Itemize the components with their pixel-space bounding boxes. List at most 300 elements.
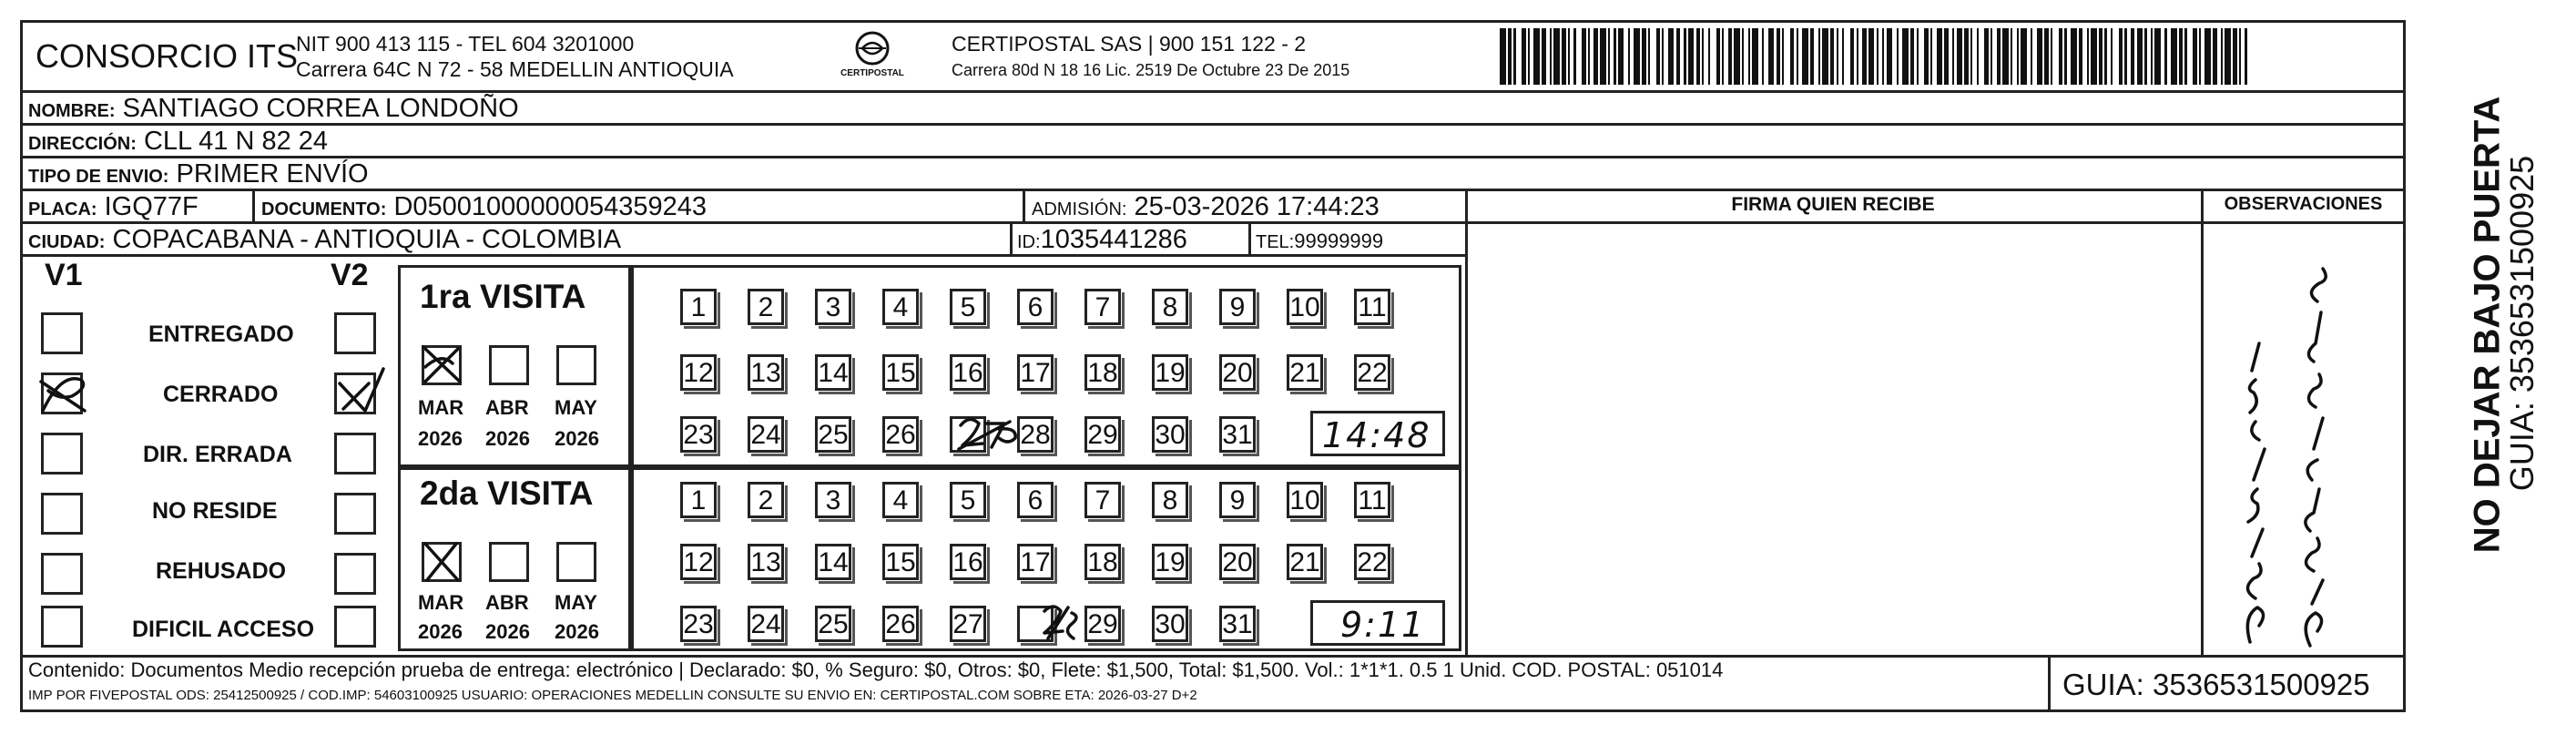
second-visit-day-label: 19 — [1155, 547, 1186, 577]
barcode-bar — [2239, 28, 2241, 85]
second-visit-day-box[interactable] — [1287, 544, 1323, 580]
second-visit-day-box[interactable] — [815, 544, 851, 580]
status-no-reside: NO RESIDE — [152, 498, 278, 524]
barcode-bar — [2221, 28, 2223, 85]
v1-checkbox-entregado[interactable] — [41, 312, 83, 354]
first-visit-day-box[interactable] — [815, 289, 851, 325]
signature-header: FIRMA QUIEN RECIBE — [1731, 194, 1935, 215]
first-visit-day-box[interactable] — [1287, 354, 1323, 391]
second-visit-day-label: 2 — [758, 485, 774, 515]
second-visit-day-box[interactable] — [748, 482, 784, 518]
second-visit-day-box[interactable] — [1084, 606, 1121, 642]
v1-header: V1 — [45, 258, 83, 292]
barcode-bar — [1528, 28, 1530, 85]
first-visit-year-may: 2026 — [555, 427, 599, 450]
second-visit-day-label: 25 — [818, 609, 849, 639]
barcode-bar — [2124, 28, 2126, 85]
barcode-bar — [1533, 28, 1540, 85]
first-visit-day-box[interactable] — [882, 416, 919, 453]
first-visit-day-label: 28 — [1020, 420, 1051, 450]
first-visit-month-box-may[interactable] — [556, 345, 596, 385]
barcode-bar — [2011, 28, 2012, 85]
barcode-bar — [1568, 28, 1570, 85]
first-visit-day-box[interactable] — [882, 289, 919, 325]
barcode-bar — [1508, 28, 1512, 85]
barcode-bar — [1997, 28, 2001, 85]
first-visit-day-box[interactable] — [680, 289, 717, 325]
second-visit-day-box[interactable] — [1219, 606, 1256, 642]
barcode-bar — [1818, 28, 1820, 85]
barcode-bar — [1984, 28, 1988, 85]
first-visit-day-label: 20 — [1222, 358, 1253, 388]
barcode-bar — [2184, 28, 2186, 85]
first-visit-day-label: 23 — [683, 420, 714, 450]
barcode-bar — [2099, 28, 2103, 85]
first-visit-day-label: 7 — [1095, 292, 1111, 322]
second-visit-month-box-abr[interactable] — [489, 542, 529, 582]
barcode-bar — [1768, 28, 1775, 85]
first-visit-day-label: 21 — [1289, 358, 1320, 388]
first-visit-month-box-abr[interactable] — [489, 345, 529, 385]
barcode-bar — [1656, 28, 1660, 85]
second-visit-day-box[interactable] — [950, 544, 986, 580]
barcode-bar — [1614, 28, 1615, 85]
v2-checkbox-rehusado[interactable] — [334, 553, 376, 595]
barcode-bar — [1628, 28, 1630, 85]
barcode-bar — [2059, 28, 2062, 85]
first-visit-day-box[interactable] — [748, 289, 784, 325]
first-visit-day-box[interactable] — [680, 416, 717, 453]
first-visit-day-box[interactable] — [680, 354, 717, 391]
second-visit-day-box[interactable] — [680, 544, 717, 580]
type-label: TIPO DE ENVIO: — [28, 167, 169, 187]
delivery-guide-card — [20, 20, 2406, 712]
barcode-bar — [2179, 28, 2183, 85]
v2-cerrado-mark — [329, 365, 389, 422]
first-visit-day-box[interactable] — [748, 354, 784, 391]
barcode-bar — [2002, 28, 2009, 85]
plate-cell — [28, 192, 199, 222]
v1-checkbox-no-reside[interactable] — [41, 493, 83, 535]
second-visit-day-box[interactable] — [748, 606, 784, 642]
first-visit-day-label: 19 — [1155, 358, 1186, 388]
barcode-bar — [1513, 28, 1515, 85]
second-visit-day-box[interactable] — [680, 606, 717, 642]
side-panel — [2413, 27, 2550, 647]
second-visit-month-box-may[interactable] — [556, 542, 596, 582]
second-visit-day-label: 5 — [960, 485, 976, 515]
certipostal-address: Carrera 80d N 18 16 Lic. 2519 De Octubre 23 De 2015 — [952, 61, 1350, 79]
barcode-bar — [1728, 28, 1732, 85]
barcode-bar — [1608, 28, 1610, 85]
certipostal-info: CERTIPOSTAL SAS | 900 151 122 - 2 — [952, 32, 1307, 56]
second-visit-day-box[interactable] — [1354, 482, 1390, 518]
barcode-bar — [1722, 28, 1724, 85]
second-visit-day-box[interactable] — [1219, 482, 1256, 518]
first-visit-day-box[interactable] — [1017, 354, 1054, 391]
second-visit-day-28-mark — [1037, 600, 1083, 646]
barcode-bar — [1500, 28, 1506, 85]
second-visit-mar-mark — [416, 536, 469, 587]
first-visit-month-may: MAY — [555, 396, 597, 419]
id-label: ID: — [1017, 232, 1041, 252]
second-visit-day-box[interactable] — [1017, 482, 1054, 518]
v1-cerrado-mark — [34, 363, 97, 424]
barcode-bar — [2213, 28, 2216, 85]
status-entregado: ENTREGADO — [148, 321, 294, 347]
second-visit-day-label: 23 — [683, 609, 714, 639]
barcode-bar — [1782, 28, 1784, 85]
tel-cell — [1256, 225, 1383, 255]
first-visit-day-box[interactable] — [1219, 416, 1256, 453]
barcode-bar — [2091, 28, 2097, 85]
second-visit-day-box[interactable] — [1152, 606, 1188, 642]
barcode-bar — [1857, 28, 1858, 85]
recipient-address: CLL 41 N 82 24 — [143, 127, 329, 156]
v1-checkbox-dir-errada[interactable] — [41, 433, 83, 475]
barcode-bar — [1897, 28, 1899, 85]
observations-area[interactable] — [2204, 225, 2401, 653]
barcode-bar — [1648, 28, 1650, 85]
first-visit-day-box[interactable] — [950, 289, 986, 325]
admission-cell — [1032, 192, 1380, 222]
barcode-bar — [1742, 28, 1744, 85]
second-visit-day-label: 30 — [1155, 609, 1186, 639]
first-visit-day-label: 12 — [683, 358, 714, 388]
second-visit-day-box[interactable] — [748, 544, 784, 580]
barcode-bar — [2204, 28, 2211, 85]
second-visit-day-label: 11 — [1358, 485, 1387, 515]
second-visit-year-mar: 2026 — [418, 620, 463, 643]
second-visit-day-box[interactable] — [1152, 544, 1188, 580]
barcode-bar — [2087, 28, 2089, 85]
v1-checkbox-rehusado[interactable] — [41, 553, 83, 595]
second-visit-day-label: 4 — [892, 485, 909, 515]
status-rehusado: REHUSADO — [156, 558, 287, 584]
first-visit-day-box[interactable] — [815, 416, 851, 453]
barcode — [1500, 23, 2254, 87]
barcode-bar — [2104, 28, 2106, 85]
second-visit-day-label: 6 — [1027, 485, 1044, 515]
first-visit-day-box[interactable] — [1152, 416, 1188, 453]
v1-checkbox-dificil-acceso[interactable] — [41, 606, 83, 648]
first-visit-day-label: 18 — [1087, 358, 1118, 388]
barcode-bar — [1600, 28, 1606, 85]
barcode-bar — [1957, 28, 1963, 85]
logo-caption: CERTIPOSTAL — [840, 68, 904, 78]
second-visit-day-box[interactable] — [950, 482, 986, 518]
barcode-bar — [1930, 28, 1932, 85]
address-label: DIRECCIÓN: — [28, 134, 137, 154]
second-visit-day-label: 8 — [1162, 485, 1178, 515]
second-visit-day-box[interactable] — [1287, 482, 1323, 518]
barcode-bar — [1902, 28, 1909, 85]
second-visit-day-label: 20 — [1222, 547, 1253, 577]
second-visit-time-box[interactable] — [1310, 600, 1445, 646]
barcode-bar — [1588, 28, 1590, 85]
barcode-bar — [1553, 28, 1560, 85]
second-visit-day-label: 9 — [1229, 485, 1246, 515]
barcode-bar — [1582, 28, 1585, 85]
barcode-bar — [1910, 28, 1914, 85]
first-visit-day-box[interactable] — [1287, 289, 1323, 325]
first-visit-day-label: 8 — [1162, 292, 1178, 322]
barcode-bar — [2079, 28, 2082, 85]
first-visit-day-box[interactable] — [815, 354, 851, 391]
observations-handwriting — [2204, 225, 2401, 653]
first-visit-day-box[interactable] — [1354, 289, 1390, 325]
barcode-bar — [2064, 28, 2066, 85]
second-visit-day-label: 17 — [1020, 547, 1051, 577]
plate-label: PLACA: — [28, 199, 97, 219]
first-visit-day-label: 24 — [750, 420, 781, 450]
barcode-bar — [1752, 28, 1758, 85]
barcode-bar — [1842, 28, 1844, 85]
first-visit-day-label: 16 — [952, 358, 983, 388]
first-visit-year-mar: 2026 — [418, 427, 463, 450]
barcode-bar — [1802, 28, 1808, 85]
first-visit-day-label: 26 — [885, 420, 916, 450]
barcode-bar — [1573, 28, 1575, 85]
first-visit-day-label: 13 — [750, 358, 781, 388]
barcode-bar — [1668, 28, 1675, 85]
city-label: CIUDAD: — [28, 232, 106, 252]
second-visit-year-may: 2026 — [555, 620, 599, 643]
second-visit-day-box[interactable] — [950, 606, 986, 642]
second-visit-year-abr: 2026 — [485, 620, 530, 643]
barcode-bar — [1937, 28, 1943, 85]
barcode-bar — [1522, 28, 1525, 85]
first-visit-year-abr: 2026 — [485, 427, 530, 450]
document-label: DOCUMENTO: — [261, 199, 387, 219]
first-visit-day-label: 11 — [1358, 292, 1387, 322]
id-value: 1035441286 — [1040, 225, 1187, 254]
barcode-bar — [2144, 28, 2146, 85]
second-visit-day-label: 29 — [1087, 609, 1118, 639]
barcode-bar — [1618, 28, 1624, 85]
first-visit-day-label: 3 — [825, 292, 841, 322]
signature-area[interactable] — [1469, 225, 2199, 653]
first-visit-title: 1ra VISITA — [420, 278, 586, 315]
first-visit-day-label: 31 — [1222, 420, 1253, 450]
second-visit-day-label: 14 — [818, 547, 849, 577]
first-visit-day-label: 2 — [758, 292, 774, 322]
barcode-bar — [2017, 28, 2019, 85]
name-row — [28, 94, 519, 124]
barcode-bar — [2037, 28, 2043, 85]
barcode-bar — [2071, 28, 2077, 85]
second-visit-month-abr: ABR — [485, 591, 529, 614]
second-visit-day-box[interactable] — [1219, 544, 1256, 580]
barcode-bar — [1716, 28, 1720, 85]
second-visit-day-box[interactable] — [1017, 544, 1054, 580]
barcode-bar — [1822, 28, 1828, 85]
first-visit-day-box[interactable] — [1152, 289, 1188, 325]
barcode-bar — [1917, 28, 1919, 85]
no-dejar-bajo-puerta: NO DEJAR BAJO PUERTA — [2467, 96, 2508, 554]
barcode-bar — [2051, 28, 2052, 85]
first-visit-time: 14:48 — [1322, 415, 1431, 455]
second-visit-day-label: 12 — [683, 547, 714, 577]
first-visit-month-mar: MAR — [418, 396, 464, 419]
barcode-bar — [2111, 28, 2113, 85]
barcode-bar — [1762, 28, 1764, 85]
barcode-bar — [1702, 28, 1704, 85]
first-visit-day-label: 4 — [892, 292, 909, 322]
v2-checkbox-no-reside[interactable] — [334, 493, 376, 535]
second-visit-day-label: 10 — [1289, 485, 1320, 515]
status-dir-errada: DIR. ERRADA — [143, 442, 292, 467]
first-visit-day-label: 6 — [1027, 292, 1044, 322]
second-visit-day-box[interactable] — [680, 482, 717, 518]
barcode-bar — [1562, 28, 1565, 85]
recipient-name: SANTIAGO CORREA LONDOÑO — [122, 94, 519, 123]
barcode-bar — [1634, 28, 1640, 85]
barcode-bar — [1830, 28, 1834, 85]
second-visit-day-box[interactable] — [815, 482, 851, 518]
first-visit-day-label: 9 — [1229, 292, 1246, 322]
type-row — [28, 159, 369, 189]
first-visit-day-label: 22 — [1357, 358, 1388, 388]
barcode-bar — [2233, 28, 2236, 85]
barcode-bar — [2119, 28, 2123, 85]
first-visit-day-box[interactable] — [1152, 354, 1188, 391]
second-visit-day-label: 3 — [825, 485, 841, 515]
barcode-bar — [2245, 28, 2246, 85]
barcode-bar — [2021, 28, 2027, 85]
barcode-bar — [1734, 28, 1740, 85]
footer-guia: GUIA: 3536531500925 — [2062, 668, 2370, 701]
first-visit-day-box[interactable] — [882, 354, 919, 391]
barcode-bar — [1550, 28, 1552, 85]
second-visit-day-box[interactable] — [1084, 482, 1121, 518]
second-visit-month-may: MAY — [555, 591, 597, 614]
second-visit-day-box[interactable] — [1152, 482, 1188, 518]
second-visit-day-box[interactable] — [815, 606, 851, 642]
barcode-bar — [2164, 28, 2166, 85]
first-visit-day-box[interactable] — [1084, 416, 1121, 453]
second-visit-title: 2da VISITA — [420, 475, 594, 512]
company-name: CONSORCIO ITS — [36, 37, 299, 75]
second-visit-day-label: 16 — [952, 547, 983, 577]
barcode-bar — [1593, 28, 1597, 85]
document-cell — [261, 192, 707, 222]
city-cell — [28, 225, 621, 255]
barcode-bar — [1970, 28, 1972, 85]
first-visit-day-label: 25 — [818, 420, 849, 450]
first-visit-mar-mark — [416, 340, 469, 391]
barcode-bar — [2044, 28, 2048, 85]
first-visit-day-box[interactable] — [1017, 289, 1054, 325]
footer-contents: Contenido: Documentos Medio recepción prueba de entrega: electrónico | Declarado: $0, % Seguro: $0, Otros: $0, Flete: $1,500, Total: $1,500. Vol.: 1*1*1. 0.5 1 Unid. COD. POSTAL: 051014 — [28, 658, 1724, 681]
barcode-bar — [1684, 28, 1685, 85]
barcode-bar — [1777, 28, 1780, 85]
second-visit-day-label: 27 — [952, 609, 983, 639]
second-visit-day-label: 26 — [885, 609, 916, 639]
barcode-bar — [2171, 28, 2177, 85]
barcode-bar — [2031, 28, 2032, 85]
admission-label: ADMISIÓN: — [1032, 199, 1127, 219]
first-visit-day-label: 14 — [818, 358, 849, 388]
plate-value: IGQ77F — [104, 192, 199, 221]
first-visit-month-abr: ABR — [485, 396, 529, 419]
second-visit-day-label: 18 — [1087, 547, 1118, 577]
observations-header: OBSERVACIONES — [2224, 194, 2383, 214]
barcode-bar — [1862, 28, 1866, 85]
second-visit-day-label: 22 — [1357, 547, 1388, 577]
first-visit-day-label: 29 — [1087, 420, 1118, 450]
barcode-bar — [1810, 28, 1814, 85]
second-visit-day-label: 24 — [750, 609, 781, 639]
second-visit-day-label: 15 — [885, 547, 916, 577]
v2-checkbox-dificil-acceso[interactable] — [334, 606, 376, 648]
v2-checkbox-dir-errada[interactable] — [334, 433, 376, 475]
certipostal-logo — [840, 28, 904, 85]
v2-checkbox-entregado[interactable] — [334, 312, 376, 354]
tel-value: 99999999 — [1294, 230, 1384, 252]
barcode-bar — [1837, 28, 1838, 85]
first-visit-day-box[interactable] — [748, 416, 784, 453]
admission-value: 25-03-2026 17:44:23 — [1134, 192, 1380, 221]
barcode-bar — [1850, 28, 1854, 85]
barcode-bar — [2193, 28, 2196, 85]
barcode-bar — [1748, 28, 1750, 85]
barcode-bar — [1868, 28, 1875, 85]
barcode-bar — [1676, 28, 1680, 85]
second-visit-day-box[interactable] — [1084, 544, 1121, 580]
first-visit-day-label: 5 — [960, 292, 976, 322]
barcode-bar — [1887, 28, 1893, 85]
barcode-bar — [1991, 28, 1992, 85]
first-visit-day-box[interactable] — [1084, 354, 1121, 391]
second-visit-day-box[interactable] — [882, 482, 919, 518]
second-visit-month-mar: MAR — [418, 591, 464, 614]
first-visit-time-box[interactable] — [1310, 411, 1445, 456]
footer-imp: IMP POR FIVEPOSTAL ODS: 25412500925 / COD.IMP: 54603100925 USUARIO: OPERACIONES MEDELLIN CONSULTE SU ENVIO EN: CERTIPOSTAL.COM SOBRE ETA: 2026-03-27 D+2 — [28, 688, 1197, 703]
barcode-bar — [1977, 28, 1979, 85]
second-visit-day-label: 1 — [690, 485, 707, 515]
address-row — [28, 127, 328, 157]
barcode-bar — [1797, 28, 1798, 85]
first-visit-day-box[interactable] — [1017, 416, 1054, 453]
second-visit-day-box[interactable] — [882, 544, 919, 580]
first-visit-day-box[interactable] — [950, 354, 986, 391]
v2-header: V2 — [331, 258, 369, 292]
barcode-bar — [1877, 28, 1879, 85]
status-cerrado: CERRADO — [163, 382, 279, 407]
second-visit-day-label: 31 — [1222, 609, 1253, 639]
second-visit-day-box[interactable] — [1354, 544, 1390, 580]
status-dificil-acceso: DIFICIL ACCESO — [132, 617, 315, 642]
first-visit-day-box[interactable] — [1354, 354, 1390, 391]
document-value: D05001000000054359243 — [393, 192, 707, 221]
first-visit-day-box[interactable] — [1219, 289, 1256, 325]
city-value: COPACABANA - ANTIOQUIA - COLOMBIA — [112, 225, 622, 254]
barcode-bar — [2151, 28, 2153, 85]
first-visit-day-box[interactable] — [1219, 354, 1256, 391]
side-guia: GUIA: 3536531500925 — [2503, 155, 2540, 492]
barcode-bar — [2199, 28, 2201, 85]
first-visit-day-label: 17 — [1020, 358, 1051, 388]
barcode-bar — [2154, 28, 2161, 85]
barcode-bar — [1696, 28, 1700, 85]
first-visit-day-label: 30 — [1155, 420, 1186, 450]
barcode-bar — [2137, 28, 2143, 85]
barcode-bar — [1964, 28, 1968, 85]
second-visit-day-box[interactable] — [882, 606, 919, 642]
first-visit-day-box[interactable] — [1084, 289, 1121, 325]
barcode-bar — [1952, 28, 1954, 85]
